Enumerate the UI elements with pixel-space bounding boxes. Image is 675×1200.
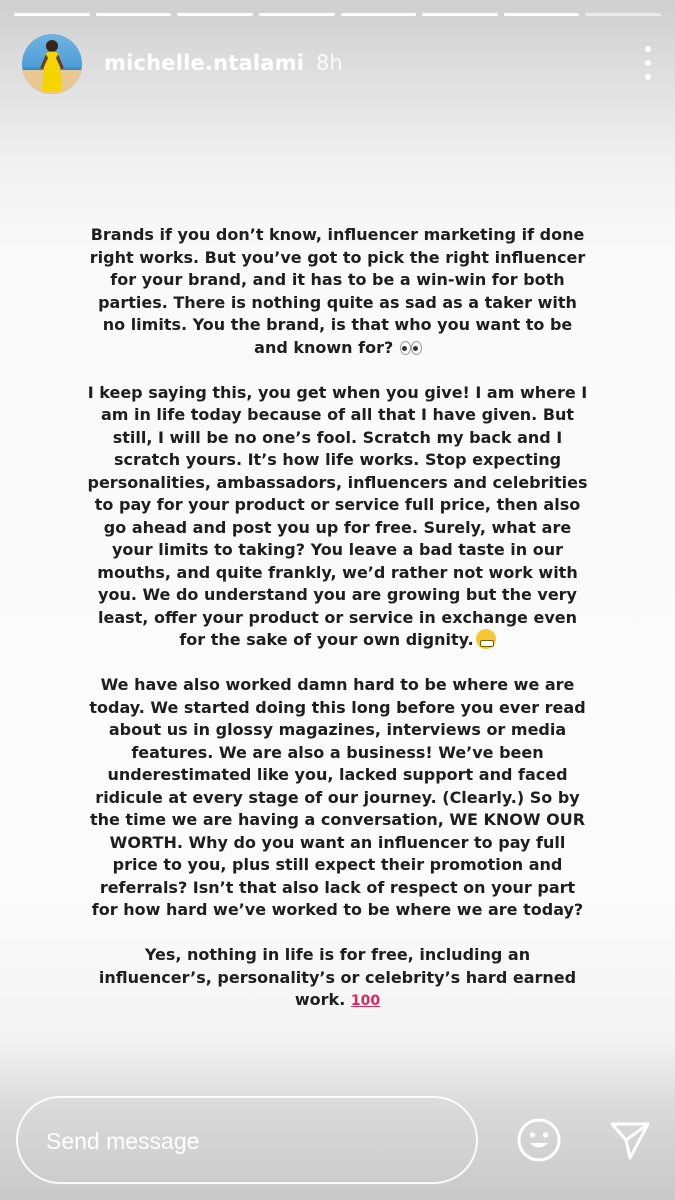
progress-segment — [259, 13, 335, 16]
story-paragraph — [86, 944, 589, 1013]
progress-segment — [341, 13, 417, 16]
avatar[interactable] — [22, 34, 82, 94]
progress-segment — [96, 13, 172, 16]
paper-plane-icon[interactable] — [608, 1118, 652, 1162]
avatar-photo — [22, 34, 82, 94]
more-dot — [645, 60, 651, 66]
username[interactable]: michelle.ntalami — [104, 51, 305, 75]
hundred-points-emoji-icon: 100 — [350, 993, 381, 1009]
message-composer — [16, 1096, 659, 1184]
story-paragraph-text: Yes, nothing in life is for free, including an influencer’s, personality’s or celebrity’s hard earned work. — [98, 945, 577, 1009]
more-dot — [645, 46, 651, 52]
smiley-face-icon[interactable] — [516, 1117, 562, 1163]
send-message-input[interactable] — [16, 1096, 478, 1184]
story-timestamp: 8h — [316, 51, 343, 75]
progress-segment — [504, 13, 580, 16]
send-message-placeholder: Send message — [46, 1128, 200, 1154]
story-paragraph — [86, 674, 589, 922]
more-dot — [645, 74, 651, 80]
more-vertical-icon[interactable] — [643, 46, 653, 80]
story-text-block — [86, 224, 589, 1035]
eyes-emoji-icon — [399, 340, 421, 354]
story-header — [22, 34, 653, 96]
progress-segment — [177, 13, 253, 16]
story-paragraph — [86, 382, 589, 652]
story-paragraph-text: Brands if you don’t know, influencer marketing if done right works. But you’ve got to pick the right influencer for your brand, and it has to be a win-win for both parties. There is nothing quite as sad as a taker with no limits. You the brand, is that who you want to be and known for? — [89, 225, 586, 357]
progress-segment — [14, 13, 90, 16]
grimacing-face-emoji-icon — [476, 629, 496, 649]
story-paragraph-text: We have also worked damn hard to be where we are today. We started doing this long before you ever read about us in glossy magazines, interviews or media features. We are also a business! We’ve been underestimated like you, lacked support and faced ridicule at every stage of our journey. (Clearly.) So by the time we are having a conversation, WE KNOW OUR WORTH. Why do you want an influencer to pay full price to you, plus still expect their promotion and referrals? Isn’t that also lack of respect on your part for how hard we’ve worked to be where we are today? — [89, 675, 586, 919]
story-paragraph — [86, 224, 589, 359]
story-paragraph-text: I keep saying this, you get when you give! I am where I am in life today because of all that I have given. But still, I will be no one’s fool. Scratch my back and I scratch yours. It’s how life works. Stop expecting personalities, ambassadors, influencers and celebrities to pay for your product or service full price, then also go ahead and post you up for free. Surely, what are your limits to taking? You leave a bad taste in our mouths, and quite frankly, we’d rather not work with you. We do understand you are growing but the very least, offer your product or service in exchange even for the sake of your own dignity. — [87, 382, 588, 649]
story-progress-bar — [14, 13, 661, 16]
progress-segment — [422, 13, 498, 16]
progress-segment-current — [585, 13, 661, 16]
